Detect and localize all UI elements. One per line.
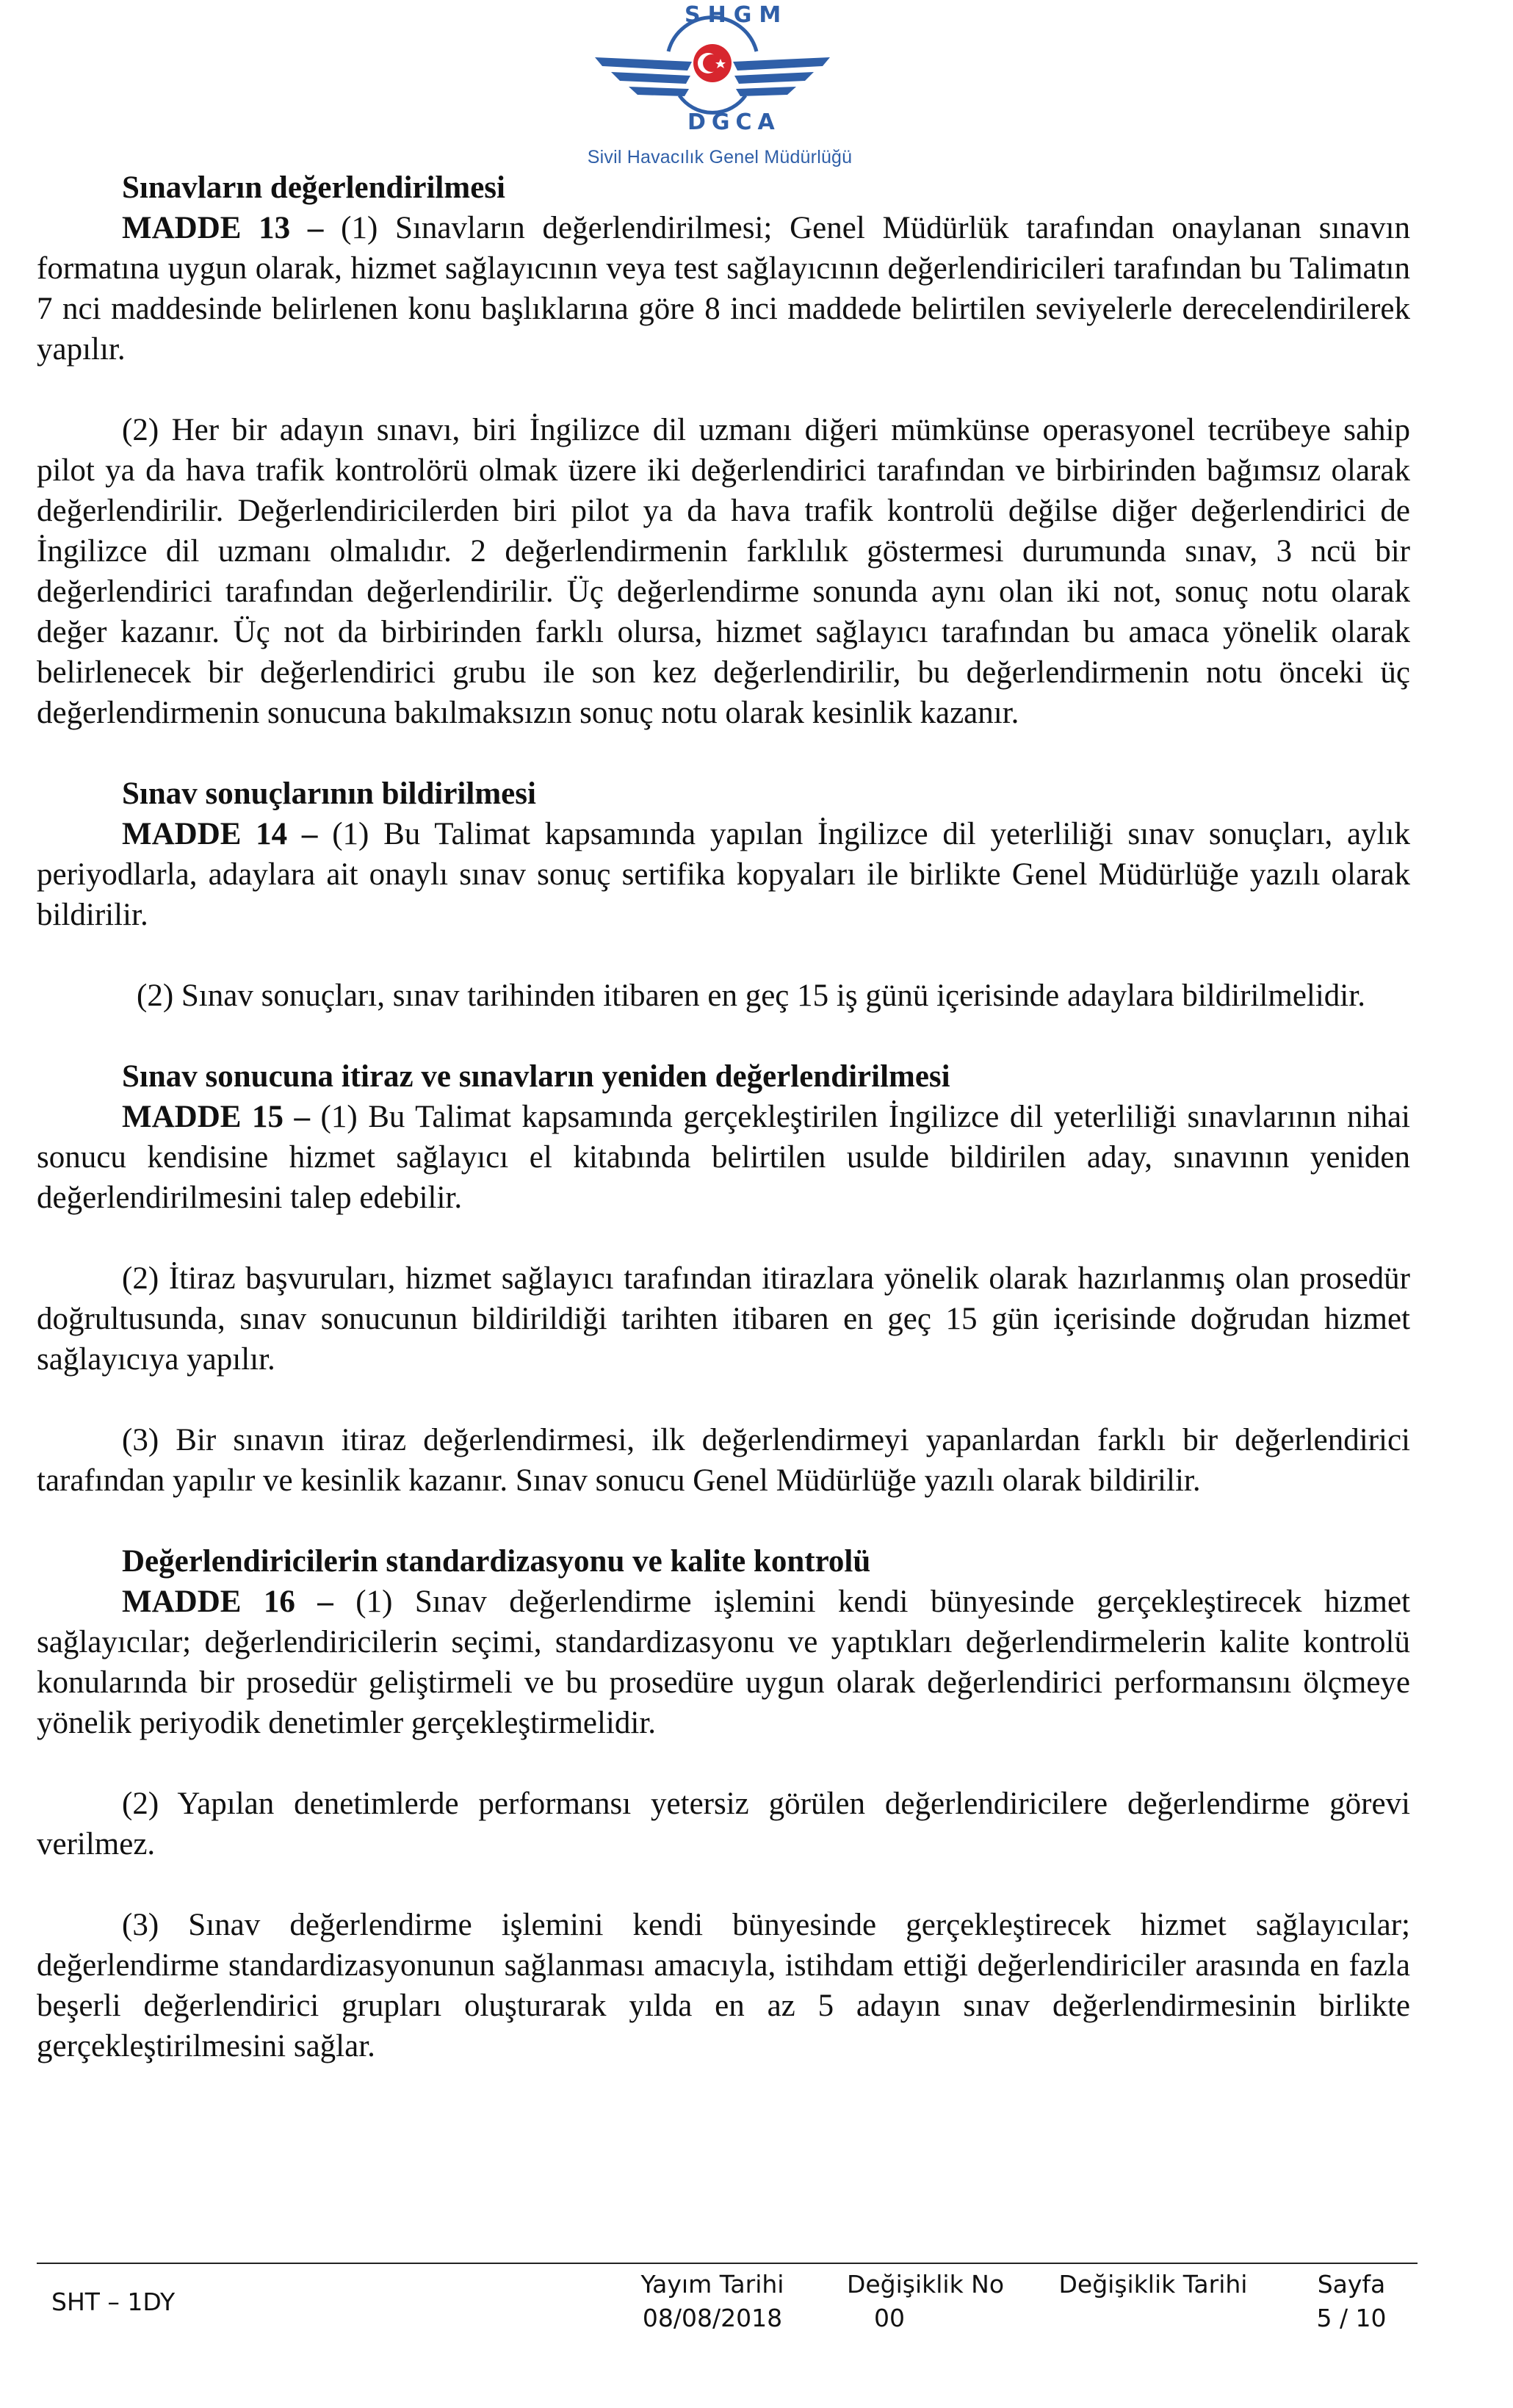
paragraph bbox=[37, 1097, 1410, 1218]
section-heading: Değerlendiricilerin standardizasyonu ve kalite kontrolü bbox=[122, 1544, 871, 1579]
page-label: Sayfa bbox=[1317, 2270, 1386, 2299]
paragraph bbox=[37, 1258, 1410, 1380]
publish-date: 08/08/2018 bbox=[642, 2304, 783, 2332]
paragraph bbox=[37, 1582, 1410, 1743]
footer-divider bbox=[37, 2263, 1418, 2264]
paragraph bbox=[37, 1420, 1410, 1501]
revision-date-label: Değişiklik Tarihi bbox=[1058, 2270, 1248, 2299]
logo-top-text: SHGM bbox=[685, 2, 789, 28]
paragraph bbox=[37, 410, 1410, 733]
paragraph-text: (1) Sınav değerlendirme işlemini kendi bünyesinde gerçekleştirecek hizmet sağlayıcılar; değerlendiricilerin seçimi, standardizasyonu ve yaptıkları değerlendirmelerin kalite kontrolü konularında bir prosedür geliştirmeli ve bu prosedüre uygun olarak değerlendirici performansını ölçmeye yönelik periyodik denetimler gerçekleştirmelidir. bbox=[37, 1585, 1410, 1740]
paragraph-text: (1) Bu Talimat kapsamında gerçekleştirilen İngilizce dil yeterliliği sınavlarının nihai sonucu kendisine hizmet sağlayıcı el kitabında belirtilen usulde bildirilen aday, sınavının yeniden değerlendirilmesini talep edebilir. bbox=[37, 1100, 1410, 1215]
paragraph-text: (2) Her bir adayın sınavı, biri İngilizce dil uzmanı diğeri mümkünse operasyonel tecrübeye sahip pilot ya da hava trafik kontrolörü olmak üzere iki değerlendirici tarafından ve birbirinden bağımsız olarak değerlendirilir. Değerlendiricilerden biri pilot ya da hava trafik kontrolü değilse diğer değerlendirici de İngilizce dil uzmanı olmalıdır. 2 değerlendirmenin farklılık göstermesi durumunda sınav, 3 ncü bir değerlendirici tarafından değerlendirilir. Üç değerlendirme sonunda aynı olan iki not, sonuç notu olarak değer kazanır. Üç not da birbirinden farklı olursa, hizmet sağlayıcı tarafından bu amaca yönelik olarak belirlenecek bir değerlendirici grubu ile son kez değerlendirilir, bu değerlendirmenin notu önceki üç değerlendirmenin sonucuna bakılmaksızın sonuç notu olarak kesinlik kazanır. bbox=[37, 413, 1410, 730]
article-number: MADDE 16 – bbox=[122, 1585, 333, 1619]
section-heading: Sınavların değerlendirilmesi bbox=[122, 170, 505, 205]
paragraph-text: (2) Yapılan denetimlerde performansı yetersiz görülen değerlendiricilere değerlendirme görevi verilmez. bbox=[37, 1787, 1410, 1861]
revision-no: 00 bbox=[874, 2304, 905, 2332]
paragraph-text: (1) Sınavların değerlendirilmesi; Genel Müdürlük tarafından onaylanan sınavın formatına uygun olarak, hizmet sağlayıcının veya test sağlayıcının değerlendiricileri tarafından bu Talimatın 7 nci maddesinde belirlenen konu başlıklarına göre 8 inci maddede belirtilen seviyelerle derecelendirilerek yapılır. bbox=[37, 211, 1410, 367]
paragraph bbox=[37, 208, 1410, 370]
paragraph bbox=[37, 976, 1410, 1016]
paragraph-text: (2) İtiraz başvuruları, hizmet sağlayıcı tarafından itirazlara yönelik olarak hazırlanmış olan prosedür doğrultusunda, sınav sonucunun bildirildiği tarihten itibaren en geç 15 gün içerisinde doğrudan hizmet sağlayıcıya yapılır. bbox=[37, 1261, 1410, 1377]
section-heading: Sınav sonuçlarının bildirilmesi bbox=[122, 776, 536, 811]
article-number: MADDE 13 – bbox=[122, 211, 324, 245]
paragraph bbox=[37, 814, 1410, 935]
publish-date-label: Yayım Tarihi bbox=[640, 2270, 784, 2299]
doc-code: SHT – 1DY bbox=[51, 2288, 176, 2316]
section-heading: Sınav sonucuna itiraz ve sınavların yeniden değerlendirilmesi bbox=[122, 1059, 950, 1094]
paragraph-text: (1) Bu Talimat kapsamında yapılan İngilizce dil yeterliliği sınav sonuçları, aylık periyodlarla, adaylara ait onaylı sınav sonuç sertifika kopyaları ile birlikte Genel Müdürlüğe yazılı olarak bildirilir. bbox=[37, 817, 1410, 932]
paragraph-text: (3) Bir sınavın itiraz değerlendirmesi, ilk değerlendirmeyi yapanlardan farklı bir değerlendirici tarafından yapılır ve kesinlik kazanır. Sınav sonucu Genel Müdürlüğe yazılı olarak bildirilir. bbox=[37, 1423, 1410, 1498]
article-number: MADDE 15 – bbox=[122, 1100, 310, 1134]
page-number: 5 / 10 bbox=[1316, 2304, 1387, 2332]
paragraph bbox=[37, 1784, 1410, 1864]
paragraph bbox=[37, 1905, 1410, 2066]
logo-caption: Sivil Havacılık Genel Müdürlüğü bbox=[587, 147, 853, 167]
document-body bbox=[37, 167, 1410, 2066]
logo-bottom-text: DGCA bbox=[687, 109, 781, 135]
article-number: MADDE 14 – bbox=[122, 817, 318, 851]
paragraph-text: (2) Sınav sonuçları, sınav tarihinden itibaren en geç 15 iş günü içerisinde adaylara bildirilmelidir. bbox=[137, 978, 1365, 1013]
revision-no-label: Değişiklik No bbox=[846, 2270, 1005, 2299]
paragraph-text: (3) Sınav değerlendirme işlemini kendi bünyesinde gerçekleştirecek hizmet sağlayıcılar; değerlendirme standardizasyonunun sağlanması amacıyla, istihdam ettiği değerlendiriciler arasında en fazla beşerli değerlendirici grupları oluşturarak yılda en az 5 adayın sınav değerlendirmesinin birlikte gerçekleştirilmesini sağlar. bbox=[37, 1908, 1410, 2063]
page-footer bbox=[37, 2268, 1418, 2342]
